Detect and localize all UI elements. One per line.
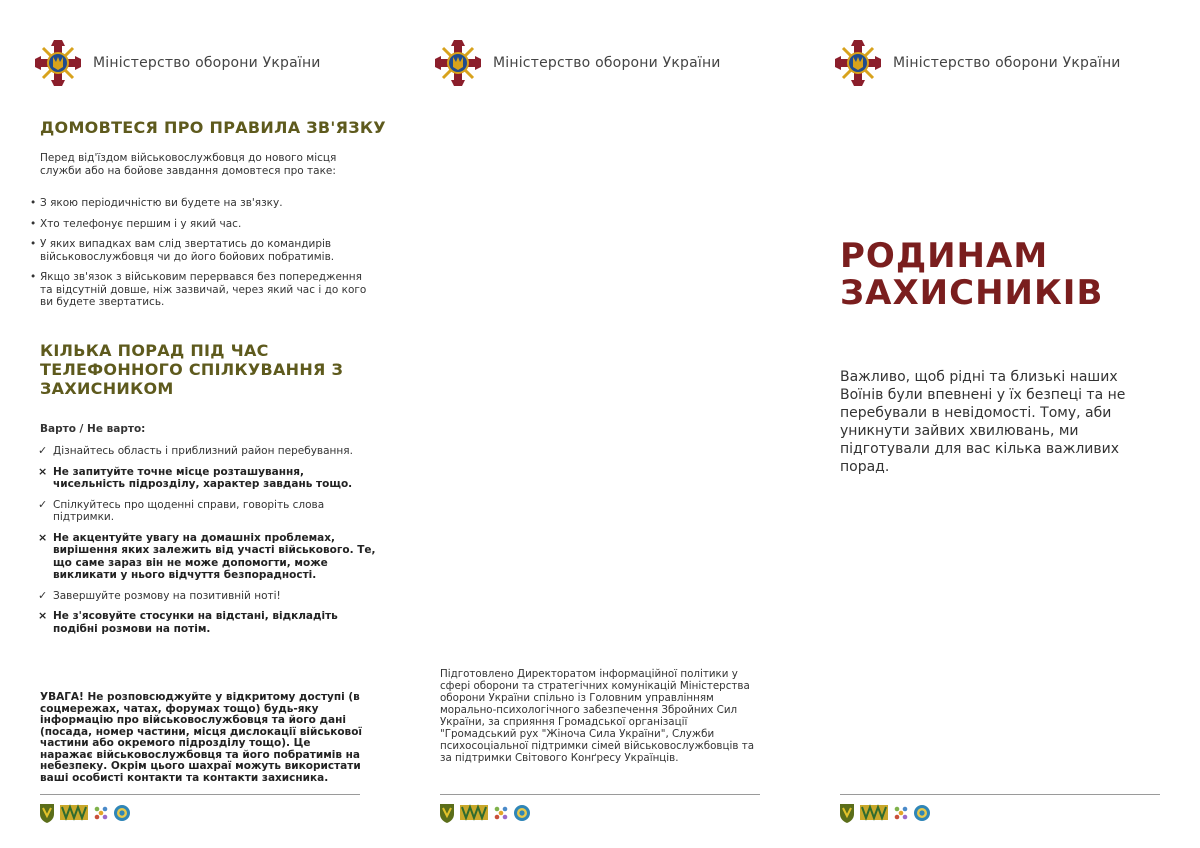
tip-text: Не акцентуйте увагу на домашніх проблемах, вирішення яких залежить від участі військового. Те, що саме зараз він не може допомогти, може викликати у нього відчуття безпорадності.: [53, 531, 376, 581]
tip-text: Не з'ясовуйте стосунки на відстані, відкладіть подібні розмови на потім.: [53, 610, 338, 635]
do-dont-label: Варто / Не варто:: [40, 423, 146, 435]
agreement-list: [30, 197, 370, 317]
partner-logos: [440, 804, 532, 824]
tip-dont: [38, 610, 378, 635]
ministry-name: Міністерство оборони України: [93, 55, 321, 71]
cover-title-line2: ЗАХИСНИКІВ: [840, 273, 1104, 313]
list-item: • З якою періодичністю ви будете на зв'язку.: [30, 197, 283, 209]
check-icon: ✓: [38, 588, 48, 602]
ministry-emblem-icon: [435, 40, 481, 86]
check-icon: ✓: [38, 444, 48, 457]
partner-logos: [40, 804, 132, 824]
tip-text: Спілкуйтесь про щоденні справи, говоріть слова підтримки.: [53, 498, 325, 523]
list-item: • У яких випадках вам слід звертатись до командирів військовослужбовця чи до його бойових побратимів.: [30, 238, 335, 263]
section-title-communication-rules: ДОМОВТЕСЯ ПРО ПРАВИЛА ЗВ'ЯЗКУ: [40, 118, 386, 137]
list-item-text: З якою періодичністю ви будете на зв'язку.: [40, 197, 283, 209]
tip-do: [38, 590, 378, 603]
list-item-text: Хто телефонує першим і у який час.: [40, 217, 242, 230]
divider: [440, 794, 760, 795]
check-icon: ✓: [38, 497, 48, 511]
cover-title: [840, 238, 1103, 312]
cross-icon: ×: [38, 464, 48, 478]
tip-do: [38, 445, 378, 458]
cross-icon: ×: [38, 530, 48, 544]
page-header: [435, 40, 721, 86]
tip-do: [38, 499, 378, 524]
tip-dont: [38, 532, 378, 582]
middle-panel: [435, 0, 795, 848]
divider: [840, 794, 1160, 795]
cover-lead-text: Важливо, щоб рідні та близькі наших Воїнів були впевнені у їх безпеці та не перебували в невідомості. Тому, аби уникнути зайвих хвилювань, ми підготували для вас кілька важливих порад.: [840, 369, 1126, 475]
ministry-name: Міністерство оборони України: [893, 55, 1121, 71]
list-item: • Якщо зв'язок з військовим перервався без попередження та відсутній довше, ніж зазвичай, через який час і до кого ви будете звертатись.: [30, 271, 367, 308]
tip-text: Дізнайтесь область і приблизний район перебування.: [53, 445, 353, 457]
credits-text: Підготовлено Директоратом інформаційної політики у сфері оборони та стратегічних комунікацій Міністерства оборони України спільно із Головним управлінням морально-психологічного забезпечення Збройних Сил України, за сприяння Громадської організації "Громадський рух "Жіноча Сила України", Служби психосоціальної підтримки сімей військовослужбовців та за підтримки Світового Конґресу Українців.: [440, 668, 755, 764]
warning-notice: УВАГА! Не розповсюджуйте у відкритому доступі (в соцмережах, чатах, форумах тощо) будь-яку інформацію про військовослужбовця та його дані (посада, номер частини, місця дислокації військової частини або окремого підрозділу тощо). Це наражає військовослужбовця та його побратимів на небезпеку. Окрім цього шахраї можуть використати ваші особисті контакти та контакти захисника.: [40, 691, 363, 784]
ministry-name: Міністерство оборони України: [493, 55, 721, 71]
list-item: • Хто телефонує першим і у який час.: [30, 217, 242, 230]
right-panel: [835, 0, 1195, 848]
tip-text: Завершуйте розмову на позитивній ноті!: [53, 589, 281, 602]
page-header: [35, 40, 321, 86]
list-item-text: Якщо зв'язок з військовим перервався без попередження та відсутній довше, ніж зазвичай, через який час і до кого ви будете звертатись.: [40, 271, 367, 308]
divider: [40, 794, 360, 795]
tip-text: Не запитуйте точне місце розташування, чисельність підрозділу, характер завдань тощо.: [53, 465, 353, 490]
cover-title-line1: РОДИНАМ: [840, 236, 1049, 276]
page-header: [835, 40, 1121, 86]
partner-logos: [840, 804, 932, 824]
list-item-text: У яких випадках вам слід звертатись до командирів військовослужбовця чи до його бойових побратимів.: [40, 238, 335, 263]
section-intro: Перед від'їздом військовослужбовця до нового місця служби або на бойове завдання домовтеся про таке:: [40, 152, 337, 177]
cross-icon: ×: [38, 609, 48, 622]
ministry-emblem-icon: [35, 40, 81, 86]
tip-dont: [38, 466, 378, 491]
left-panel: [30, 0, 395, 848]
ministry-emblem-icon: [835, 40, 881, 86]
do-dont-list: [38, 445, 378, 643]
section-title-phone-tips: КІЛЬКА ПОРАД ПІД ЧАС ТЕЛЕФОННОГО СПІЛКУВАННЯ З ЗАХИСНИКОМ: [40, 341, 344, 398]
